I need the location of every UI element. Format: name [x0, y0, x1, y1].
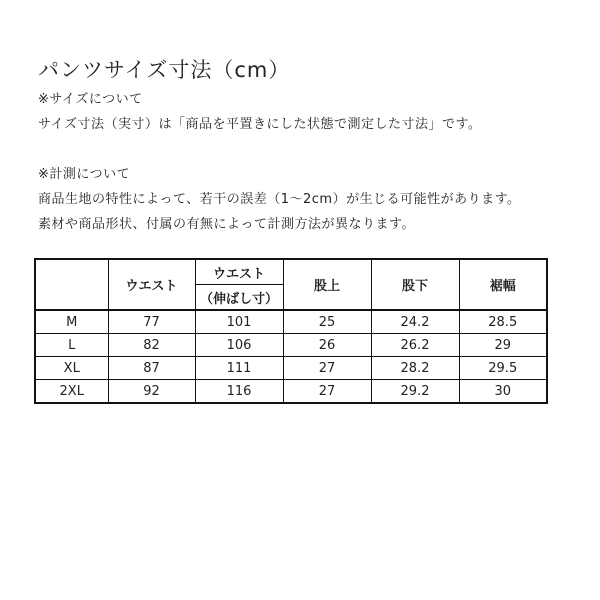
cell-hem: 30: [459, 380, 547, 404]
size-table: [34, 258, 548, 404]
note-size-heading: ※サイズについて: [38, 92, 143, 107]
note-measure-heading: ※計測について: [38, 167, 131, 182]
header-waist-stretch: ウエスト: [195, 259, 283, 285]
cell-hem: 28.5: [459, 310, 547, 334]
cell-rise: 27: [283, 380, 371, 404]
cell-inseam: 24.2: [371, 310, 459, 334]
cell-waist-stretch: 106: [195, 334, 283, 357]
header-size: [35, 259, 108, 310]
header-waist: ウエスト: [108, 259, 195, 310]
cell-rise: 27: [283, 357, 371, 380]
cell-waist-stretch: 116: [195, 380, 283, 404]
page-title: パンツサイズ寸法（cm）: [38, 58, 291, 82]
cell-waist: 82: [108, 334, 195, 357]
table-row: [35, 334, 547, 357]
cell-inseam: 29.2: [371, 380, 459, 404]
table-row: [35, 357, 547, 380]
cell-hem: 29: [459, 334, 547, 357]
header-inseam: 股下: [371, 259, 459, 310]
cell-inseam: 26.2: [371, 334, 459, 357]
cell-waist-stretch: 111: [195, 357, 283, 380]
cell-waist: 77: [108, 310, 195, 334]
note-measure-text-1: 商品生地の特性によって、若干の誤差（1～2cm）が生じる可能性があります。: [38, 192, 521, 207]
table-row: [35, 310, 547, 334]
cell-size: XL: [35, 357, 108, 380]
cell-waist-stretch: 101: [195, 310, 283, 334]
cell-hem: 29.5: [459, 357, 547, 380]
cell-waist: 87: [108, 357, 195, 380]
cell-waist: 92: [108, 380, 195, 404]
cell-inseam: 28.2: [371, 357, 459, 380]
table-row: [35, 380, 547, 404]
cell-size: L: [35, 334, 108, 357]
header-hem: 裾幅: [459, 259, 547, 310]
header-waist-stretch-sub: （伸ばし寸）: [195, 285, 283, 311]
note-measure-text-2: 素材や商品形状、付属の有無によって計測方法が異なります。: [38, 217, 415, 232]
header-rise: 股上: [283, 259, 371, 310]
note-size-text: サイズ寸法（実寸）は「商品を平置きにした状態で測定した寸法」です。: [38, 117, 482, 132]
cell-size: 2XL: [35, 380, 108, 404]
cell-rise: 26: [283, 334, 371, 357]
cell-rise: 25: [283, 310, 371, 334]
cell-size: M: [35, 310, 108, 334]
table-header-row: [35, 259, 547, 285]
